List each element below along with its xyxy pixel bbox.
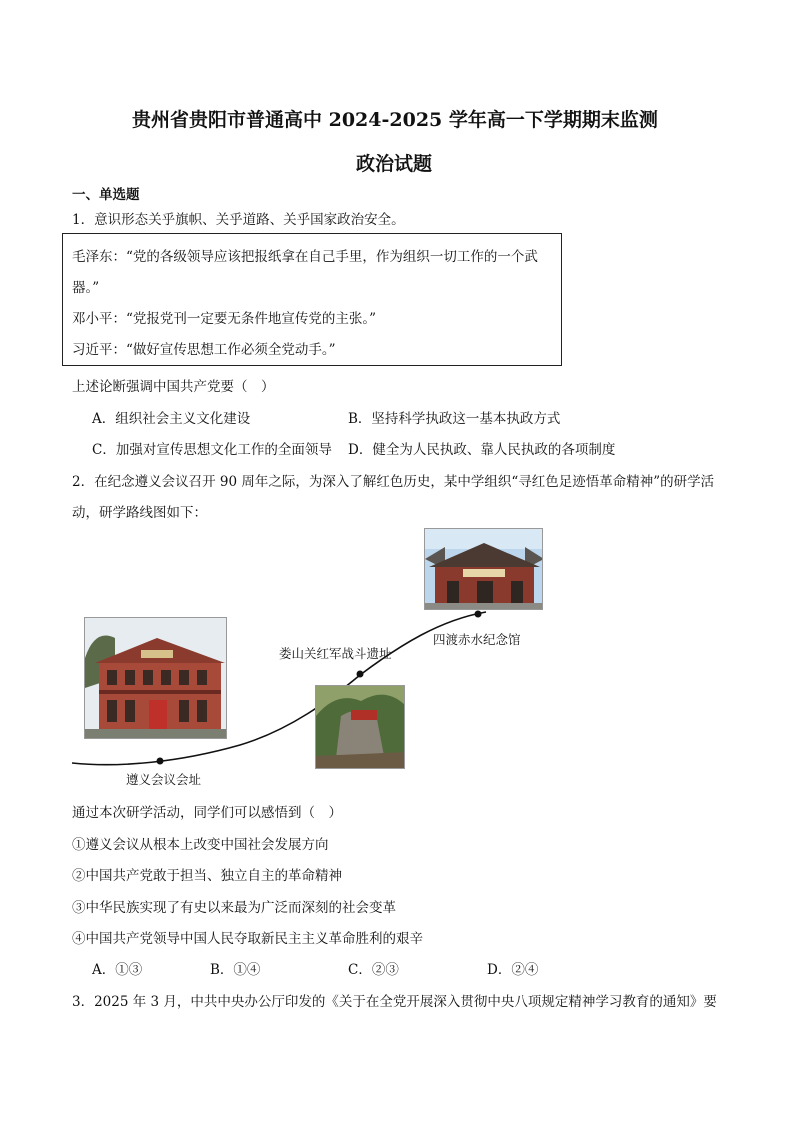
q1-option-a[interactable]: A．组织社会主义文化建设 — [92, 411, 251, 427]
route-point-loushanguan — [357, 671, 364, 678]
q2-stem-line1: 2．在纪念遵义会议召开 90 周年之际，为深入了解红色历史，某中学组织“寻红色足迹悟革命精神”的研学活 — [72, 474, 715, 490]
q2-question: 通过本次研学活动，同学们可以感悟到（ ） — [72, 805, 342, 821]
q2-item-3: ③中华民族实现了有史以来最为广泛而深刻的社会变革 — [72, 900, 396, 916]
q1-option-b[interactable]: B．坚持科学执政这一基本执政方式 — [348, 411, 561, 427]
photo-loushanguan-site — [315, 685, 405, 769]
q1-quote-xi: 习近平：“做好宣传思想工作必须全党动手。” — [72, 342, 336, 358]
route-label-loushanguan: 娄山关红军战斗遗址 — [279, 646, 392, 661]
route-point-zunyi — [157, 758, 164, 765]
q1-quote-mao: 毛泽东：“党的各级领导应该把报纸拿在自己手里，作为组织一切工作的一个武 — [72, 249, 538, 265]
q2-item-2: ②中国共产党敢于担当、独立自主的革命精神 — [72, 868, 342, 884]
exam-title: 贵州省贵阳市普通高中 2024-2025 学年高一下学期期末监测 — [132, 109, 658, 131]
q2-item-1: ①遵义会议从根本上改变中国社会发展方向 — [72, 837, 329, 853]
q2-option-b[interactable]: B．①④ — [210, 962, 261, 978]
q1-question: 上述论断强调中国共产党要（ ） — [72, 379, 275, 395]
q3-stem: 3．2025 年 3 月，中共中央办公厅印发的《关于在全党开展深入贯彻中央八项规定精神学习教育的通知》要 — [72, 994, 717, 1010]
q2-stem-line2: 动，研学路线图如下： — [72, 505, 207, 521]
photo-chishui-memorial — [424, 528, 543, 610]
q1-quote-mao-cont: 器。” — [72, 280, 100, 296]
section-heading: 一、单选题 — [72, 187, 140, 203]
q2-option-d[interactable]: D．②④ — [487, 962, 539, 978]
q1-quote-deng: 邓小平：“党报党刊一定要无条件地宣传党的主张。” — [72, 311, 377, 327]
route-point-chishui — [475, 611, 482, 618]
exam-subtitle: 政治试题 — [356, 153, 433, 175]
q2-option-c[interactable]: C．②③ — [348, 962, 399, 978]
q2-option-a[interactable]: A．①③ — [92, 962, 143, 978]
q1-stem: 1．意识形态关乎旗帜、关乎道路、关乎国家政治安全。 — [72, 212, 405, 228]
q2-item-4: ④中国共产党领导中国人民夺取新民主主义革命胜利的艰辛 — [72, 931, 423, 947]
route-label-zunyi: 遵义会议会址 — [126, 772, 202, 787]
q1-option-d[interactable]: D．健全为人民执政、靠人民执政的各项制度 — [348, 442, 616, 458]
route-label-chishui: 四渡赤水纪念馆 — [433, 632, 521, 647]
photo-zunyi-conference-site — [84, 617, 227, 739]
q1-option-c[interactable]: C．加强对宣传思想文化工作的全面领导 — [92, 442, 332, 458]
